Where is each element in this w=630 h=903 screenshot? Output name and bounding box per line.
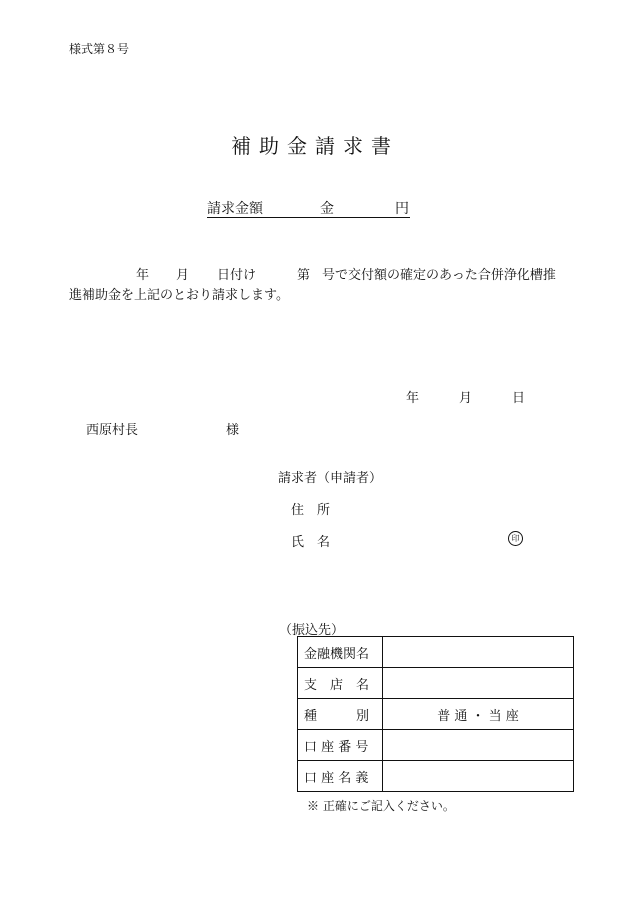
body-year: 年 [136, 268, 150, 283]
date-year: 年 [406, 391, 420, 406]
bank-row-label: 口 座 名 義 [298, 761, 383, 792]
body-month: 月 [176, 268, 190, 283]
claimant-heading: 請求者（申請者） [278, 471, 383, 486]
body-day-dated: 日付け [217, 268, 257, 283]
accuracy-note: ※ 正確にご記入ください。 [307, 799, 455, 813]
bank-row-value[interactable] [383, 730, 574, 761]
bank-row [298, 730, 574, 761]
bank-row-value[interactable] [383, 761, 574, 792]
form-number: 様式第８号 [69, 42, 130, 56]
bank-row-label: 種 別 [298, 699, 383, 730]
address-label: 住 所 [291, 503, 331, 518]
seal-mark: 印 [508, 531, 523, 546]
name-label: 氏 名 [291, 535, 331, 550]
bank-row-label: 口 座 番 号 [298, 730, 383, 761]
requested-amount [207, 198, 410, 218]
addressee-honorific: 様 [226, 423, 240, 438]
bank-row [298, 699, 574, 730]
date-month: 月 [459, 391, 473, 406]
bank-row [298, 637, 574, 668]
bank-row-label: 支 店 名 [298, 668, 383, 699]
amount-yen: 円 [395, 201, 409, 217]
bank-row [298, 668, 574, 699]
date-day: 日 [512, 391, 526, 406]
bank-row-value[interactable] [383, 637, 574, 668]
bank-row-value[interactable]: 普 通 ・ 当 座 [383, 699, 574, 730]
bank-row [298, 761, 574, 792]
document-title: 補助金請求書 [231, 134, 399, 158]
body-dai: 第 [297, 268, 311, 283]
bank-heading: （振込先） [279, 623, 345, 638]
amount-kin: 金 [320, 201, 334, 217]
body-line2: 進補助金を上記のとおり請求します。 [69, 288, 289, 303]
body-line1: 号で交付額の確定のあった合併浄化槽推 [322, 268, 556, 283]
bank-row-value[interactable] [383, 668, 574, 699]
bank-row-label: 金融機関名 [298, 637, 383, 668]
addressee-name: 西原村長 [86, 423, 139, 438]
amount-label: 請求金額 [207, 201, 263, 217]
bank-account-table [297, 636, 574, 792]
